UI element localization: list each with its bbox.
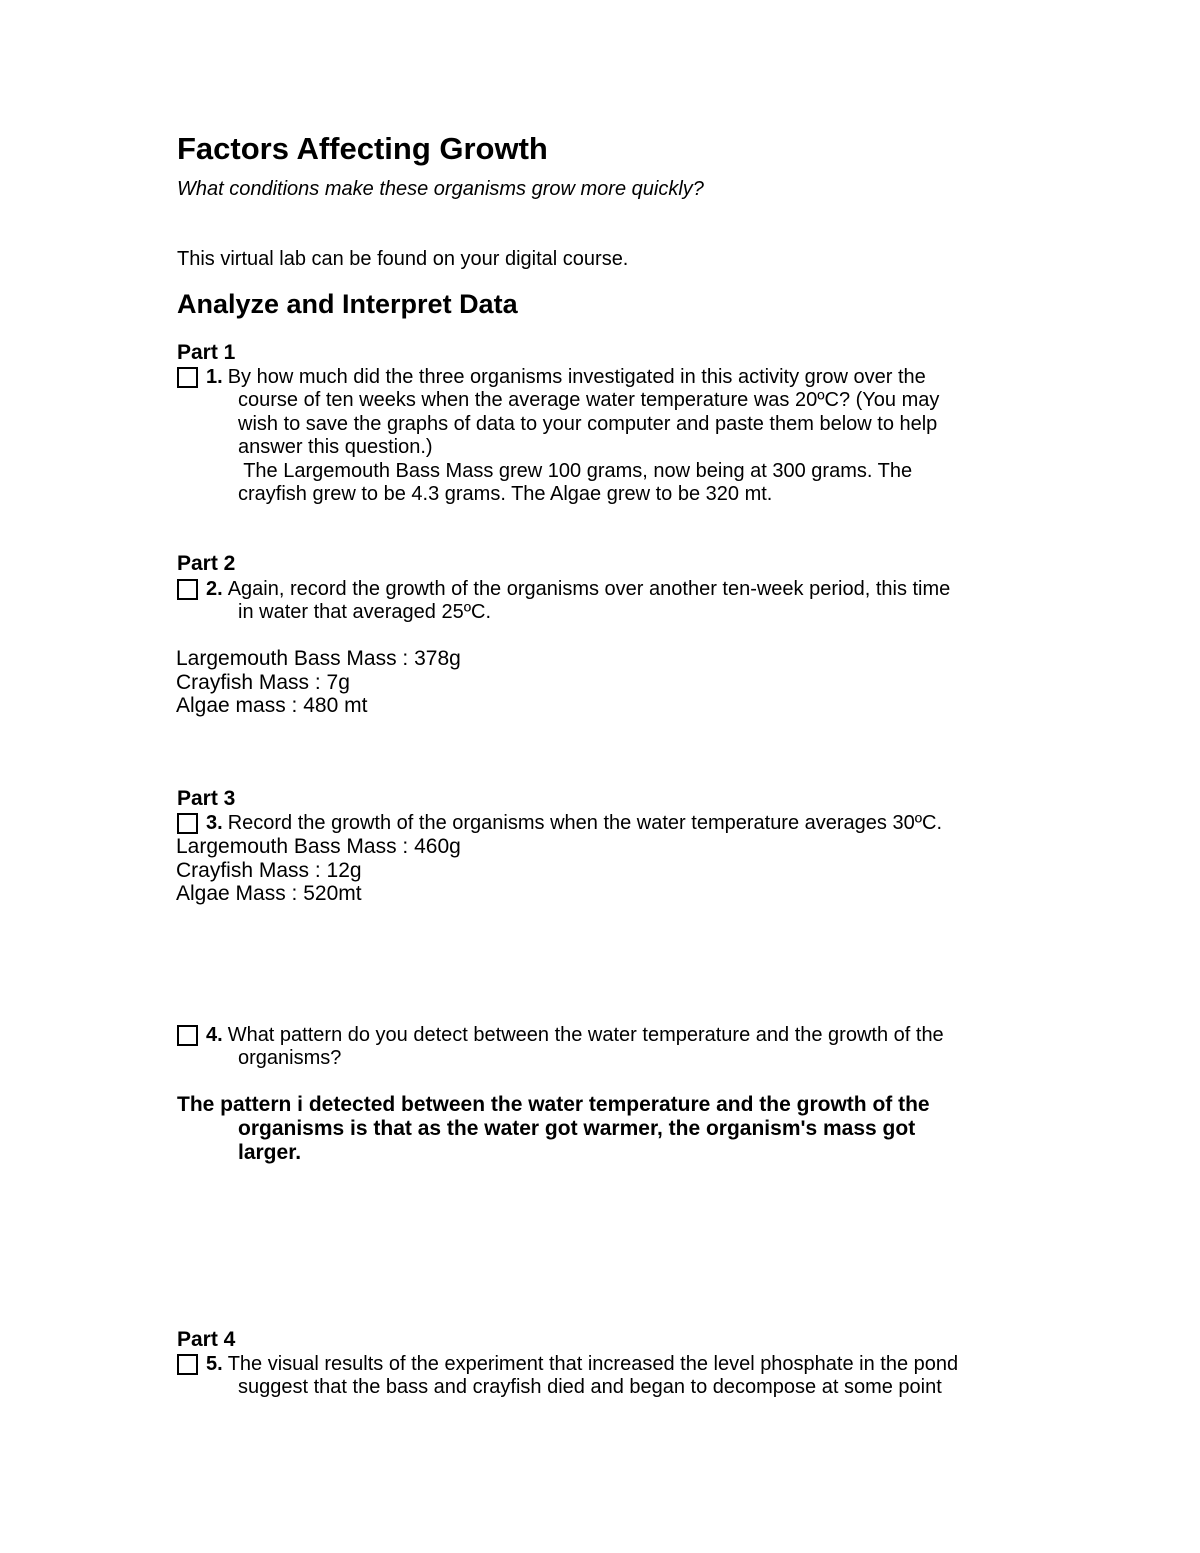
section-heading: Analyze and Interpret Data bbox=[177, 289, 518, 319]
question-2-checkbox[interactable] bbox=[177, 579, 198, 600]
answer-line: Crayfish Mass : 7g bbox=[176, 670, 350, 694]
question-5-checkbox[interactable] bbox=[177, 1354, 198, 1375]
question-2-body bbox=[177, 601, 1037, 625]
question-2-number: 2. bbox=[206, 578, 223, 600]
document-title: Factors Affecting Growth bbox=[177, 131, 548, 166]
question-1-answer-line: crayfish grew to be 4.3 grams. The Algae grew to be 320 mt. bbox=[238, 483, 773, 505]
answer-line: Algae Mass : 520mt bbox=[176, 882, 362, 905]
question-4-text: What pattern do you detect between the water temperature and the growth of the bbox=[227, 1024, 944, 1046]
question-1-number: 1. bbox=[206, 366, 223, 388]
question-3-text: Record the growth of the organisms when the water temperature averages 30ºC. bbox=[227, 812, 943, 834]
question-1-checkbox[interactable] bbox=[177, 367, 198, 388]
question-3-number: 3. bbox=[206, 812, 223, 834]
question-5-number: 5. bbox=[206, 1353, 223, 1375]
question-4-answer-line: larger. bbox=[238, 1141, 302, 1164]
question-2-first-line bbox=[177, 578, 1037, 601]
question-1-line: course of ten weeks when the average water temperature was 20ºC? (You may bbox=[238, 389, 940, 411]
answer-line: Algae mass : 480 mt bbox=[176, 694, 368, 717]
question-3-checkbox[interactable] bbox=[177, 813, 198, 834]
question-4-number: 4. bbox=[206, 1024, 223, 1046]
question-2-text: Again, record the growth of the organisms over another ten-week period, this time bbox=[227, 578, 951, 600]
question-4-first-line bbox=[177, 1024, 1037, 1047]
question-4-line: organisms? bbox=[238, 1047, 342, 1069]
question-2-answers bbox=[176, 647, 461, 718]
part-3-label: Part 3 bbox=[177, 787, 236, 810]
question-1-body bbox=[177, 389, 1037, 507]
question-2 bbox=[177, 578, 1037, 625]
intro-text: This virtual lab can be found on your digital course. bbox=[177, 248, 629, 270]
part-4-label: Part 4 bbox=[177, 1328, 236, 1351]
question-1-first-line bbox=[177, 366, 1037, 389]
question-1-line: wish to save the graphs of data to your computer and paste them below to help bbox=[238, 412, 938, 435]
question-4-answer-line: organisms is that as the water got warmer, the organism's mass got bbox=[238, 1117, 916, 1140]
question-4-answer-line: The pattern i detected between the water temperature and the growth of the bbox=[177, 1093, 930, 1116]
question-3 bbox=[177, 812, 1037, 835]
question-4-checkbox[interactable] bbox=[177, 1025, 198, 1046]
answer-line: Largemouth Bass Mass : 460g bbox=[176, 835, 461, 858]
question-4-body bbox=[177, 1047, 1037, 1071]
question-1-answer-line: The Largemouth Bass Mass grew 100 grams, now being at 300 grams. The bbox=[238, 459, 913, 482]
question-2-line: in water that averaged 25ºC. bbox=[238, 601, 492, 623]
part-1-label: Part 1 bbox=[177, 341, 236, 364]
question-5-body bbox=[177, 1376, 1037, 1400]
answer-line: Crayfish Mass : 12g bbox=[176, 858, 362, 882]
question-5-first-line bbox=[177, 1353, 1037, 1376]
question-1 bbox=[177, 366, 1037, 507]
question-4 bbox=[177, 1024, 1037, 1071]
question-5-line: suggest that the bass and crayfish died and began to decompose at some point bbox=[238, 1376, 942, 1398]
question-5-text: The visual results of the experiment that increased the level phosphate in the pond bbox=[227, 1353, 959, 1375]
question-3-answers bbox=[176, 835, 461, 906]
document-subtitle: What conditions make these organisms grow more quickly? bbox=[177, 178, 704, 200]
question-5 bbox=[177, 1353, 1037, 1400]
part-2-label: Part 2 bbox=[177, 552, 236, 575]
question-1-line: answer this question.) bbox=[238, 436, 433, 458]
question-4-answer bbox=[177, 1093, 1047, 1165]
question-1-text: By how much did the three organisms investigated in this activity grow over the bbox=[227, 366, 926, 388]
answer-line: Largemouth Bass Mass : 378g bbox=[176, 647, 461, 670]
question-3-first-line bbox=[177, 812, 1037, 835]
